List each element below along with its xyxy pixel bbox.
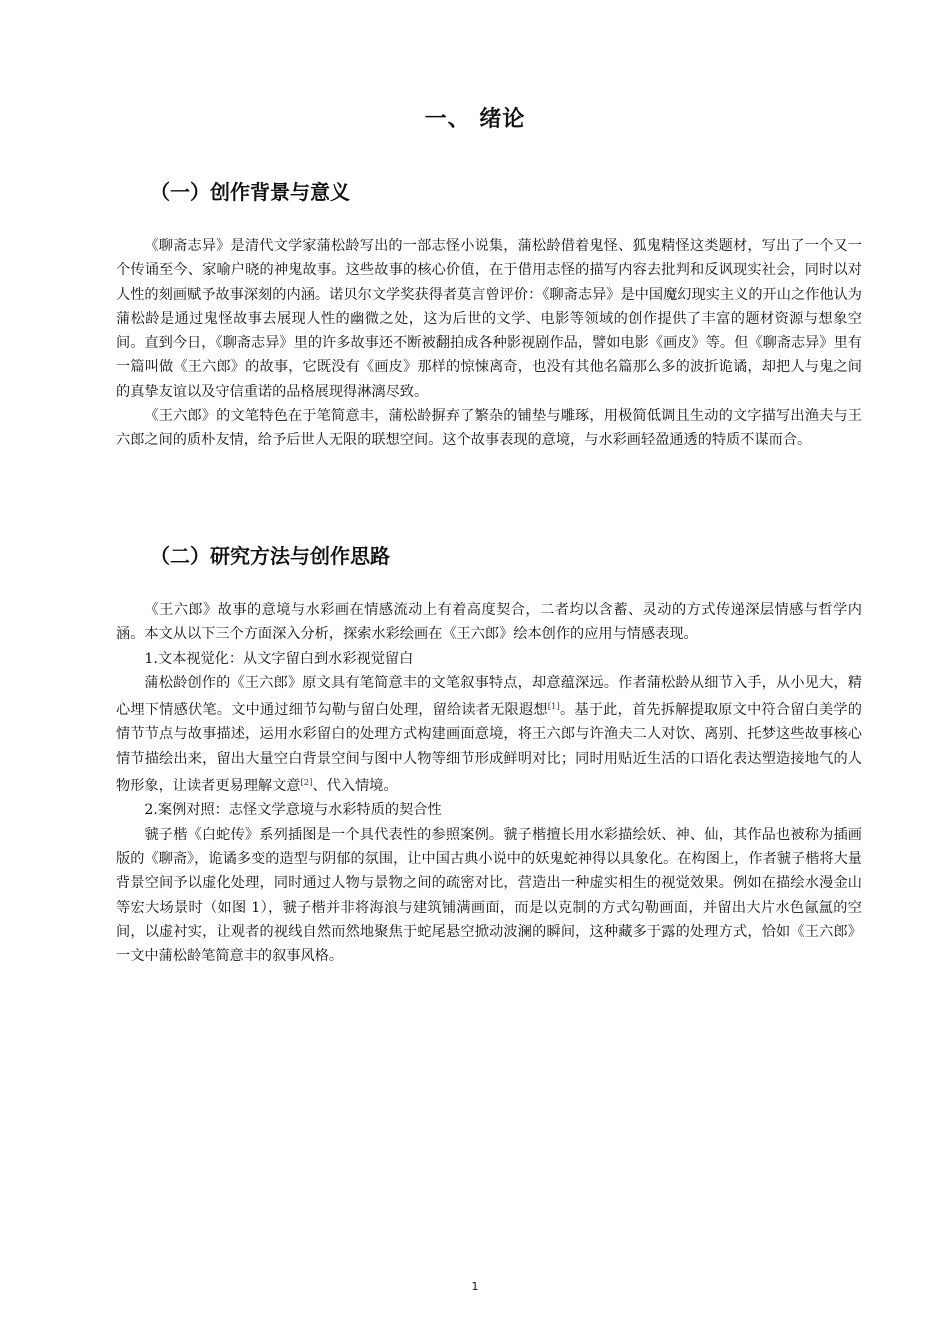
paragraph (116, 671, 862, 798)
section-title-method: （二）研究方法与创作思路 (150, 544, 390, 568)
section-body-method (116, 598, 862, 968)
page-number: 1 (471, 1280, 479, 1293)
paragraph: 《王六郎》故事的意境与水彩画在情感流动上有着高度契合，二者均以含蓄、灵动的方式传递深层情感与哲学内涵。本文从以下三个方面深入分析，探索水彩绘画在《王六郎》绘本创作的应用与情感表现。 (116, 602, 862, 643)
paragraph: 《聊斋志异》是清代文学家蒲松龄写出的一部志怪小说集，蒲松龄借着鬼怪、狐鬼精怪这类题材，写出了一个又一个传诵至今、家喻户晓的神鬼故事。这些故事的核心价值，在于借用志怪的描写内容去批判和反讽现实社会，同时以对人性的刻画赋予故事深刻的内涵。诺贝尔文学奖获得者莫言曾评价：《聊斋志异》是中国魔幻现实主义的开山之作他认为蒲松龄是通过鬼怪故事去展现人性的幽微之处，这为后世的文学、电影等领域的创作提供了丰富的题材资源与想象空间。直到今日，《聊斋志异》里的许多故事还不断被翻拍成各种影视剧作品，譬如电影《画皮》等。但《聊斋志异》里有一篇叫做《王六郎》的故事，它既没有《画皮》那样的惊悚离奇，也没有其他名篇那么多的波折诡谲，却把人与鬼之间的真挚友谊以及守信重诺的品格展现得淋漓尽致。 (116, 238, 862, 400)
list-item-heading: 1.文本视觉化：从文字留白到水彩视觉留白 (144, 650, 414, 667)
text-run: 蒲松龄创作的《王六郎》原文具有笔简意丰的文笔叙事特点，却意蕴深远。作者蒲松龄从细节入手，从小见大，精心埋下情感伏笔。文中通过细节勾勒与留白处理，留给读者无限遐想 (116, 674, 862, 719)
text-run: 、代入情境。 (312, 778, 398, 795)
footnote-marker[interactable]: [1] (547, 702, 560, 713)
paragraph: 虢子楷《白蛇传》系列插图是一个具代表性的参照案例。虢子楷擅长用水彩描绘妖、神、仙，其作品也被称为插画版的《聊斋》，诡谲多变的造型与阴郁的氛围，让中国古典小说中的妖鬼蛇神得以具象化。在构图上，作者虢子楷将大量背景空间予以虚化处理，同时通过人物与景物之间的疏密对比，营造出一种虚实相生的视觉效果。例如在描绘水漫金山等宏大场景时（如图 1），虢子楷并非将海浪与建筑铺满画面，而是以克制的方式勾勒画面，并留出大片水色氤氲的空间，以虚衬实，让观者的视线自然而然地聚焦于蛇尾悬空掀动波澜的瞬间，这种藏多于露的处理方式，恰如《王六郎》一文中蒲松龄笔简意丰的叙事风格。 (116, 826, 862, 965)
paragraph: 《王六郎》的文笔特色在于笔简意丰，蒲松龄摒弃了繁杂的铺垫与雕琢，用极简低调且生动的文字描写出渔夫与王六郎之间的质朴友情，给予后世人无限的联想空间。这个故事表现的意境，与水彩画轻盈通透的特质不谋而合。 (116, 408, 862, 449)
chapter-title: 一、 绪论 (424, 107, 526, 132)
section-body-background (116, 234, 862, 453)
section-title-background: （一）创作背景与意义 (150, 180, 350, 204)
footnote-marker[interactable]: [2] (300, 778, 313, 789)
text-run: 。基于此，首先拆解提取原文中符合留白美学的情节节点与故事描述，运用水彩留白的处理方式构建画面意境，将王六郎与许渔夫二人对饮、离别、托梦这些故事核心情节描绘出来，留出大量空白背景空间与图中人物等细节形成鲜明对比；同时用贴近生活的口语化表达塑造接地气的人物形象，让读者更易理解文意 (116, 702, 862, 795)
list-item-heading: 2.案例对照：志怪文学意境与水彩特质的契合性 (144, 802, 442, 819)
